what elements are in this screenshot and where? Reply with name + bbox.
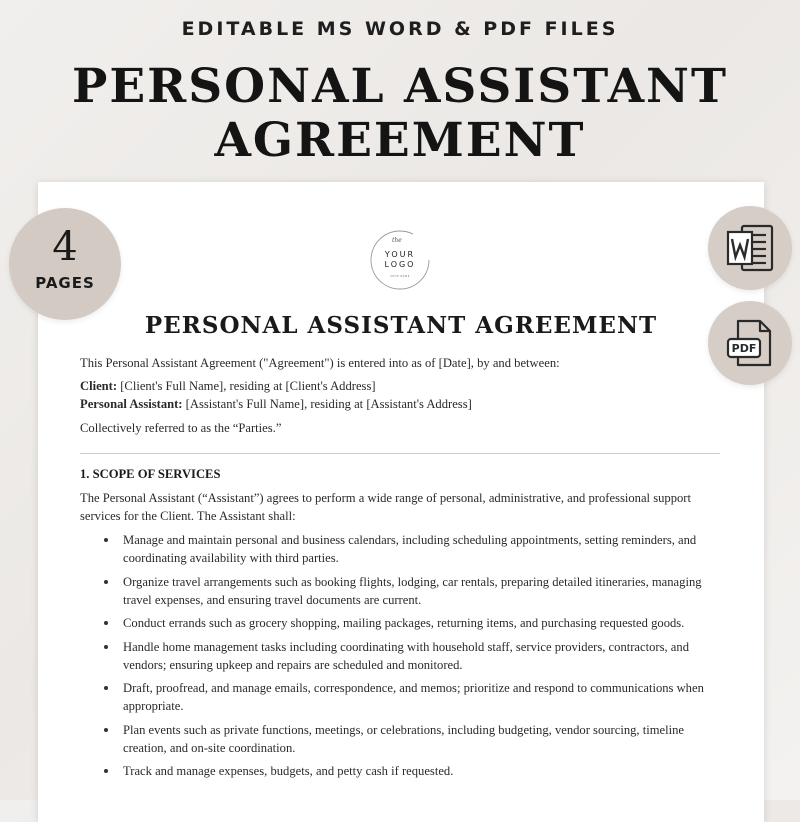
client-details: [Client's Full Name], residing at [Client's Address] (117, 379, 376, 393)
list-item: Draft, proofread, and manage emails, correspondence, and memos; prioritize and respond to communications when appropriate. (123, 679, 728, 715)
assistant-line (80, 395, 722, 413)
document-page (38, 182, 764, 822)
product-title-line1: PERSONAL ASSISTANT (72, 59, 728, 114)
word-file-badge (708, 206, 792, 290)
product-title (0, 60, 800, 168)
pdf-label: PDF (731, 342, 757, 355)
logo-the: the (392, 237, 402, 244)
page-count-badge (9, 208, 121, 320)
list-item: Organize travel arrangements such as booking flights, lodging, car rentals, preparing detailed itineraries, managing travel expenses, and ensuring travel documents are current. (123, 573, 728, 609)
logo-shop-name: SHOP NAME (390, 275, 410, 278)
product-title-line2: AGREEMENT (214, 113, 586, 168)
assistant-label: Personal Assistant: (80, 397, 183, 411)
pdf-file-icon (722, 315, 778, 371)
logo-word-your: YOUR (384, 250, 416, 259)
section-heading-scope: 1. SCOPE OF SERVICES (80, 467, 221, 481)
logo-placeholder (368, 228, 432, 292)
client-label: Client: (80, 379, 118, 393)
list-item: Track and manage expenses, budgets, and petty cash if requested. (123, 762, 728, 780)
parties-definition: Collectively referred to as the “Parties.” (80, 421, 282, 435)
page-count-label: PAGES (35, 274, 95, 292)
logo-word-logo: LOGO (384, 260, 416, 269)
list-item: Conduct errands such as grocery shopping, mailing packages, returning items, and purchasing requested goods. (123, 614, 728, 632)
services-list (123, 531, 728, 786)
list-item: Manage and maintain personal and business calendars, including scheduling appointments, setting reminders, and coordinating availability with third parties. (123, 531, 728, 567)
client-line (80, 377, 722, 395)
list-item: Plan events such as private functions, meetings, or celebrations, including budgeting, vendor sourcing, timeline creation, and on-site coordination. (123, 721, 728, 757)
agreement-intro: This Personal Assistant Agreement ("Agreement") is entered into as of [Date], by and between: (80, 356, 560, 370)
page-count-number: 4 (52, 224, 78, 270)
word-file-icon (722, 220, 778, 276)
scope-intro: The Personal Assistant (“Assistant”) agrees to perform a wide range of personal, administrative, and professional support services for the Client. The Assistant shall: (80, 491, 691, 523)
section-divider (80, 453, 720, 454)
product-tagline: EDITABLE MS WORD & PDF FILES (181, 18, 619, 40)
pdf-file-badge (708, 301, 792, 385)
document-title: PERSONAL ASSISTANT AGREEMENT (144, 312, 658, 339)
assistant-details: [Assistant's Full Name], residing at [Assistant's Address] (182, 397, 472, 411)
list-item: Handle home management tasks including coordinating with household staff, service providers, contractors, and vendors; ensuring upkeep and repairs are scheduled and monitored. (123, 638, 728, 674)
